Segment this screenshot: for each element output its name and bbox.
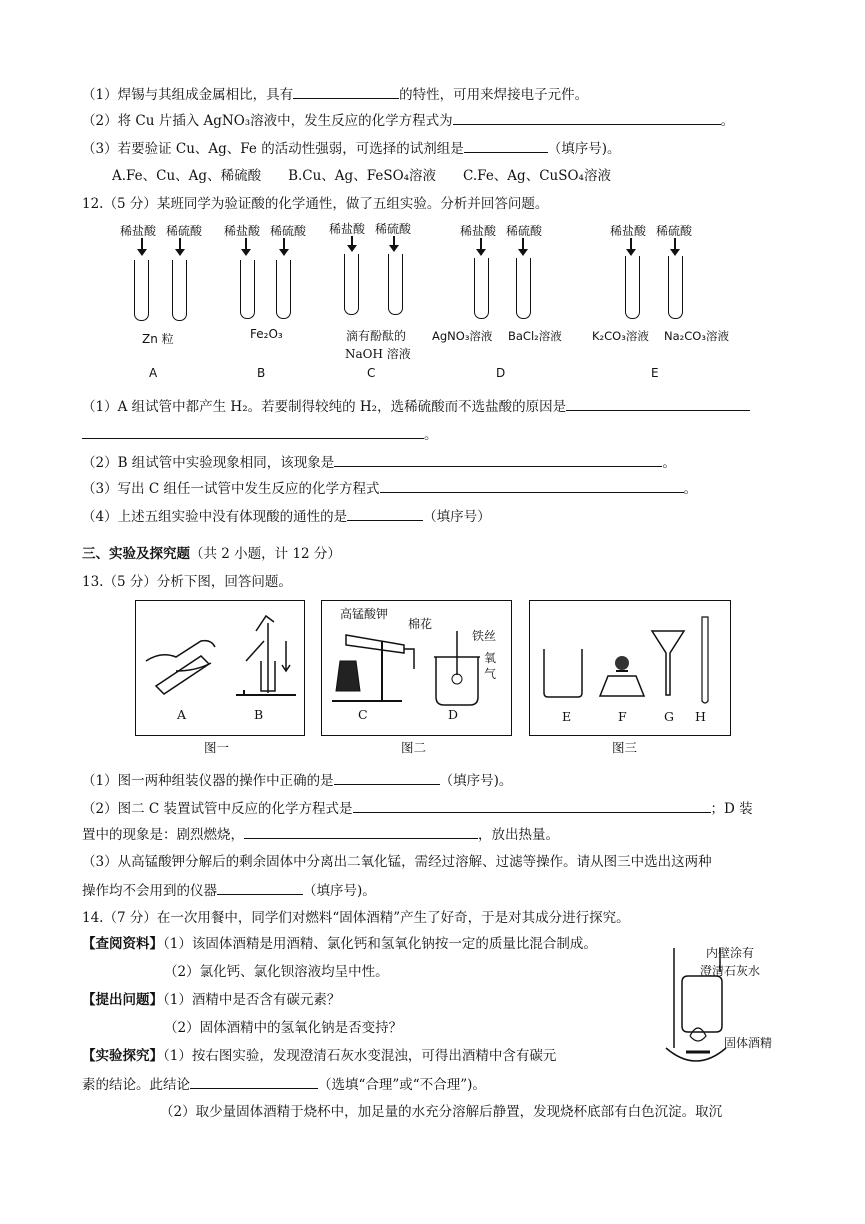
answer-blank[interactable] [244,824,478,839]
test-tube [344,254,359,315]
q11-options: A.Fe、Cu、Ag、稀硫酸 B.Cu、Ag、FeSO₄溶液 C.Fe、Ag、CuSO₄溶液 [112,168,611,184]
q13-part3: （3）从高锰酸钾分解后的剩余固体中分离出二氧化锰，需经过溶解、过滤等操作。请从图三中选出这两种 [82,854,712,870]
test-tube [276,260,291,319]
answer-blank[interactable] [334,452,662,467]
test-tube [516,258,531,319]
arrow-icon [351,236,353,246]
q14-exp1: 【实验探究】（1）按右图实验，发现澄清石灰水变混浊，可得出酒精中含有碳元 [82,1048,557,1064]
q12-stem: 12.（5 分）某班同学为验证酸的化学通性，做了五组实验。分析并回答问题。 [82,196,549,212]
q14-exp1-cont: 素的结论。此结论 （选填“合理”或“不合理”)。 [82,1074,486,1095]
answer-blank[interactable] [334,770,440,785]
figure-1: A B [135,600,305,736]
q12-part1-cont: 。 [82,424,438,445]
test-tube [625,256,640,319]
beaker-flame-sketch [660,940,740,1070]
arrow-icon [674,238,676,250]
answer-blank[interactable] [464,138,548,153]
answer-blank[interactable] [380,478,684,493]
test-tube [134,260,149,321]
test-tube [474,258,489,319]
q14-exp2: （2）取少量固体酒精于烧杯中，加足量的水充分溶解后静置，发现烧杯底部有白色沉淀。取沉 [160,1104,723,1120]
q14-stem: 14.（7 分）在一次用餐中，同学们对燃料“固体酒精”产生了好奇，于是对其成分进行探究。 [82,910,630,926]
test-tube [388,254,403,315]
arrow-icon [283,238,285,250]
answer-blank[interactable] [190,1074,318,1089]
answer-blank[interactable] [353,798,711,813]
answer-blank[interactable] [293,84,399,99]
q13-part2-cont: 置中的现象是：剧烈燃烧， ，放出热量。 [82,824,559,845]
arrow-icon [393,236,395,246]
q14-ref2: （2）氯化钙、氯化钡溶液均呈中性。 [164,964,389,980]
q13-stem: 13.（5 分）分析下图，回答问题。 [82,574,292,590]
q14-question: 【提出问题】（1）酒精中是否含有碳元素？ [82,992,341,1008]
q14-ref: 【查阅资料】（1）该固体酒精是用酒精、氯化钙和氢氧化钠按一定的质量比混合制成。 [82,936,597,952]
arrow-icon [245,238,247,250]
q12-part1: （1）A 组试管中都产生 H₂。若要制得较纯的 H₂，选稀硫酸而不选盐酸的原因是 [82,396,750,417]
q11-part1: （1）焊锡与其组成金属相比，具有 的特性，可用来焊接电子元件。 [82,84,588,105]
figure-2: 高锰酸钾 棉花 铁丝 氧 气 C D [321,600,512,736]
answer-blank[interactable] [217,880,303,895]
answer-blank[interactable] [566,396,750,411]
assembly-sketch [136,601,304,735]
test-tube [668,256,683,319]
answer-blank[interactable] [453,110,721,125]
test-tube [172,260,187,321]
test-tube [240,260,255,319]
arrow-icon [141,238,143,250]
q11-part2: （2）将 Cu 片插入 AgNO₃溶液中，发生反应的化学方程式为 。 [82,110,734,131]
q11-part3: （3）若要验证 Cu、Ag、Fe 的活动性强弱，可选择的试剂组是 （填序号)。 [82,138,621,159]
answer-blank[interactable] [82,424,424,439]
arrow-icon [179,238,181,250]
answer-blank[interactable] [347,506,423,521]
figure-3: E F G H [529,600,731,736]
q12-part2: （2）B 组试管中实验现象相同，该现象是 。 [82,452,676,473]
q12-part3: （3）写出 C 组任一试管中发生反应的化学方程式 。 [82,478,697,499]
arrow-icon [480,238,482,250]
q12-part4: （4）上述五组实验中没有体现酸的通性的是 （填序号） [82,506,491,527]
section-title: 三、实验及探究题（共 2 小题，计 12 分） [82,546,341,562]
arrow-icon [522,238,524,250]
q14-question2: （2）固体酒精中的氢氧化钠是否变持？ [164,1020,403,1036]
q13-part2: （2）图二 C 装置试管中反应的化学方程式是 ；D 装 [82,798,753,819]
q13-part1: （1）图一两种组装仪器的操作中正确的是 （填序号)。 [82,770,512,791]
q13-part3-cont: 操作均不会用到的仪器 （填序号)。 [82,880,376,901]
arrow-icon [630,238,632,250]
